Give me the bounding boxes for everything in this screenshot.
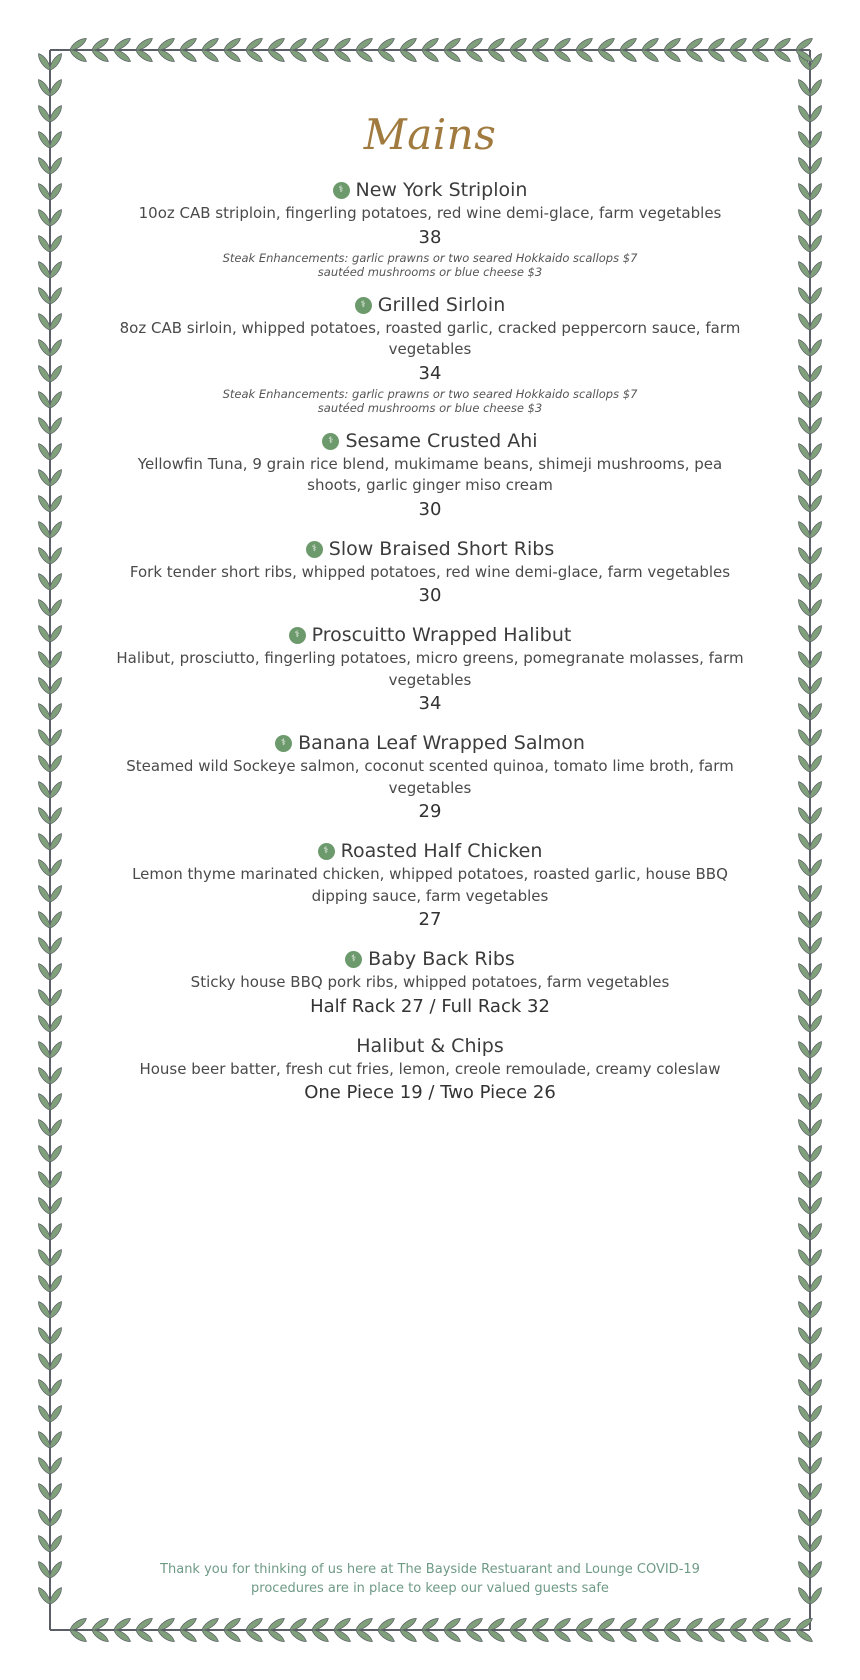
menu-item: [110, 623, 750, 717]
menu-item-price: Half Rack 27 / Full Rack 32: [310, 995, 550, 1017]
menu-item: [110, 947, 750, 1020]
menu-item-name: Slow Braised Short Ribs: [328, 537, 555, 560]
menu-item-price: 34: [418, 362, 442, 384]
footer-line-1: Thank you for thinking of us here at The Bayside Restuarant and Lounge COVID-19: [160, 1562, 700, 1577]
footer-note: [110, 1560, 750, 1598]
menu-item-name: Sesame Crusted Ahi: [345, 429, 538, 452]
menu-item-name: Banana Leaf Wrapped Salmon: [298, 732, 585, 754]
menu-item-price: One Piece 19 / Two Piece 26: [304, 1082, 556, 1103]
menu-items-list: [110, 178, 750, 1120]
menu-item-note: sautéed mushrooms or blue cheese $3: [317, 264, 543, 279]
menu-item: [110, 429, 750, 523]
footer-line-2: procedures are in place to keep our valued guests safe: [251, 1581, 609, 1596]
menu-item-header: [110, 947, 750, 972]
menu-item: [110, 293, 750, 415]
gluten-free-icon: ⚕: [275, 735, 292, 752]
menu-item: [110, 839, 750, 933]
menu-item-description: Lemon thyme marinated chicken, whipped potatoes, roasted garlic, house BBQ dipping sauce, farm vegetables: [132, 865, 728, 905]
menu-item-description: Fork tender short ribs, whipped potatoes, red wine demi-glace, farm vegetables: [129, 562, 731, 581]
menu-item-name: Baby Back Ribs: [368, 948, 515, 970]
menu-item-note: sautéed mushrooms or blue cheese $3: [317, 400, 543, 415]
menu-item-note: Steak Enhancements: garlic prawns or two seared Hokkaido scallops $7: [222, 386, 638, 401]
menu-item-note: Steak Enhancements: garlic prawns or two seared Hokkaido scallops $7: [222, 250, 638, 265]
menu-item: [110, 178, 750, 279]
menu-item-name: Proscuitto Wrapped Halibut: [311, 624, 572, 646]
gluten-free-icon: ⚕: [333, 182, 350, 199]
menu-item-header: [110, 731, 750, 756]
menu-item-name: New York Striploin: [355, 179, 528, 201]
gluten-free-icon: ⚕: [306, 541, 323, 558]
menu-item-price: 38: [418, 226, 442, 248]
menu-item: [110, 731, 750, 825]
menu-item-header: [110, 293, 750, 318]
menu-item: [110, 1034, 750, 1107]
menu-item-name: Halibut & Chips: [356, 1034, 504, 1057]
menu-item-header: [110, 429, 750, 454]
menu-page: [110, 0, 750, 1680]
menu-item-description: House beer batter, fresh cut fries, lemon, creole remoulade, creamy coleslaw: [139, 1059, 721, 1078]
menu-item-price: 30: [418, 498, 442, 520]
menu-item-price: 30: [418, 585, 442, 606]
menu-item-description: Sticky house BBQ pork ribs, whipped potatoes, farm vegetables: [190, 973, 670, 991]
gluten-free-icon: ⚕: [318, 843, 335, 860]
gluten-free-icon: ⚕: [289, 627, 306, 644]
gluten-free-icon: ⚕: [345, 951, 362, 968]
menu-item-description: Halibut, prosciutto, fingerling potatoes, micro greens, pomegranate molasses, farm vegetables: [116, 649, 744, 689]
menu-item: [110, 537, 750, 610]
gluten-free-icon: ⚕: [322, 433, 339, 450]
menu-item-description: 8oz CAB sirloin, whipped potatoes, roasted garlic, cracked peppercorn sauce, farm vegetables: [119, 318, 741, 358]
menu-item-name: Grilled Sirloin: [377, 293, 506, 316]
menu-item-header: [110, 178, 750, 203]
menu-item-price: 27: [418, 909, 442, 930]
menu-item-description: 10oz CAB striploin, fingerling potatoes, red wine demi-glace, farm vegetables: [138, 204, 722, 222]
menu-item-header: [110, 1034, 750, 1059]
menu-item-header: [110, 839, 750, 864]
gluten-free-icon: ⚕: [355, 297, 372, 314]
menu-item-price: 29: [418, 801, 442, 822]
menu-item-header: [110, 537, 750, 562]
menu-item-price: 34: [418, 693, 442, 714]
menu-item-header: [110, 623, 750, 648]
page-title: Mains: [363, 110, 497, 159]
menu-item-description: Steamed wild Sockeye salmon, coconut scented quinoa, tomato lime broth, farm vegetables: [126, 757, 734, 797]
menu-item-description: Yellowfin Tuna, 9 grain rice blend, mukimame beans, shimeji mushrooms, pea shoots, garlic ginger miso cream: [137, 454, 723, 494]
menu-item-name: Roasted Half Chicken: [340, 840, 543, 862]
